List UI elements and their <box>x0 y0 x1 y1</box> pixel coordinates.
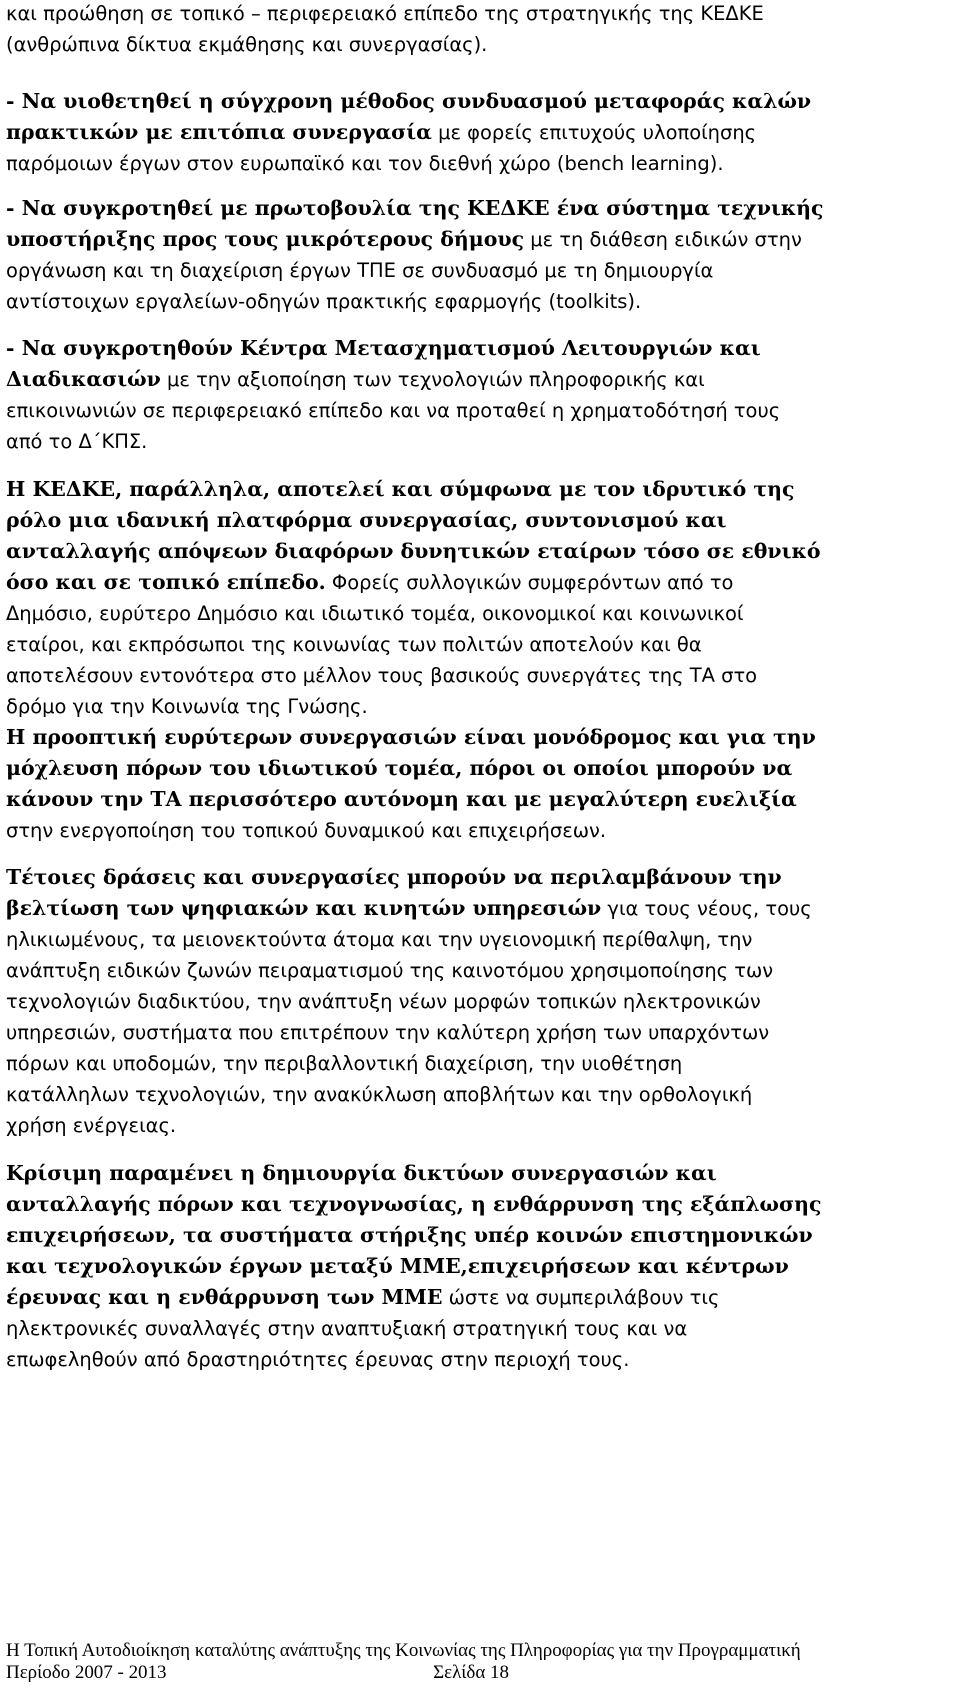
text-line <box>6 1017 952 1048</box>
body-text: αποτελέσουν εντονότερα στο μέλλον τους βασικούς συνεργάτες της ΤΑ στο <box>6 664 758 687</box>
text-line <box>6 1079 952 1110</box>
body-text: ηλεκτρονικές συναλλαγές στην αναπτυξιακή στρατηγική τους και να <box>6 1317 688 1340</box>
text-line <box>6 395 952 426</box>
text-line <box>6 598 952 629</box>
text-line <box>6 224 952 255</box>
text-line <box>6 364 952 395</box>
body-text: με φορείς επιτυχούς υλοποίησης <box>431 121 757 144</box>
bold-text: - Να συγκροτηθούν Κέντρα Μετασχηματισμού Λειτουργιών και <box>6 336 761 360</box>
body-text: κατάλληλων τεχνολογιών, την ανακύκλωση αποβλήτων και την ορθολογική <box>6 1083 753 1106</box>
bold-text: μόχλευση πόρων του ιδιωτικού τομέα, πόροι οι οποίοι μπορούν να <box>6 756 793 780</box>
text-line <box>6 753 952 784</box>
text-line <box>6 784 952 815</box>
text-line <box>6 1282 952 1313</box>
text-line <box>6 193 952 224</box>
bold-text: Διαδικασιών <box>6 367 161 391</box>
text-line <box>6 505 952 536</box>
text-line <box>6 986 952 1017</box>
bold-text: Κρίσιμη παραμένει η δημιουργία δικτύων συνεργασιών και <box>6 1161 717 1185</box>
body-text: τεχνολογιών διαδικτύου, την ανάπτυξη νέων μορφών τοπικών ηλεκτρονικών <box>6 990 761 1013</box>
footer-title: Η Τοπική Αυτοδιοίκηση καταλύτης ανάπτυξης της Κοινωνίας της Πληροφορίας για την Προγραμματική <box>6 1640 801 1661</box>
body-text: χρήση ενέργειας. <box>6 1114 177 1137</box>
text-line <box>6 148 952 179</box>
text-line <box>6 1251 952 1282</box>
text-line <box>6 567 952 598</box>
text-line <box>6 1344 952 1375</box>
text-line <box>6 117 952 148</box>
text-line <box>6 1189 952 1220</box>
text-line <box>6 255 952 286</box>
body-text: οργάνωση και τη διαχείριση έργων ΤΠΕ σε συνδυασμό με τη δημιουργία <box>6 259 714 282</box>
text-line <box>6 1158 952 1189</box>
bold-text: και τεχνολογικών έργων μεταξύ ΜΜΕ,επιχειρήσεων και κέντρων <box>6 1254 789 1278</box>
paragraph-4 <box>6 333 954 457</box>
body-text: από το Δ΄ΚΠΣ. <box>6 430 148 453</box>
bold-text: επιχειρήσεων, τα συστήματα στήριξης υπέρ κοινών επιστημονικών <box>6 1223 813 1247</box>
bold-text: Τέτοιες δράσεις και συνεργασίες μπορούν να περιλαμβάνουν την <box>6 865 782 889</box>
paragraph-7 <box>6 862 954 1141</box>
body-text: Φορείς συλλογικών συμφερόντων από το <box>325 571 734 594</box>
bold-text: Η ΚΕΔΚΕ, παράλληλα, αποτελεί και σύμφωνα με τον ιδρυτικό της <box>6 477 795 501</box>
body-text: υπηρεσιών, συστήματα που επιτρέπουν την καλύτερη χρήση των υπαρχόντων <box>6 1021 770 1044</box>
document-page <box>6 0 954 1689</box>
body-text: επικοινωνιών σε περιφερειακό επίπεδο και να προταθεί η χρηματοδότησή τους <box>6 399 781 422</box>
text-line <box>6 629 952 660</box>
body-text: με την αξιοποίηση των τεχνολογιών πληροφορικής και <box>160 368 705 391</box>
bold-text: ανταλλαγής πόρων και τεχνογνωσίας, η ενθάρρυνση της εξάπλωσης <box>6 1192 822 1216</box>
text-line <box>6 536 952 567</box>
footer-period-row <box>6 1662 952 1684</box>
text-line <box>6 1313 952 1344</box>
text-line <box>6 924 952 955</box>
body-text: ώστε να συμπεριλάβουν τις <box>442 1286 720 1309</box>
bold-text: υποστήριξης προς τους μικρότερους δήμους <box>6 227 525 251</box>
text-line <box>6 815 952 846</box>
text-line <box>6 0 952 29</box>
body-text: στην ενεργοποίηση του τοπικού δυναμικού και επιχειρήσεων. <box>6 819 607 842</box>
bold-text: ρόλο μια ιδανική πλατφόρμα συνεργασίας, συντονισμού και <box>6 508 727 532</box>
bold-text: - Να συγκροτηθεί με πρωτοβουλία της ΚΕΔΚΕ ένα σύστημα τεχνικής <box>6 196 824 220</box>
body-text: (ανθρώπινα δίκτυα εκμάθησης και συνεργασίας). <box>6 33 488 56</box>
paragraph-2 <box>6 86 954 179</box>
footer-period: Περίοδο 2007 - 2013 <box>6 1662 167 1683</box>
body-text: Δημόσιο, ευρύτερο Δημόσιο και ιδιωτικό τομέα, οικονομικοί και κοινωνικοί <box>6 602 744 625</box>
text-line <box>6 29 952 60</box>
body-text: δρόμο για την Κοινωνία της Γνώσης. <box>6 695 368 718</box>
text-line <box>6 474 952 505</box>
paragraph-8 <box>6 1158 954 1375</box>
text-line <box>6 722 952 753</box>
body-text: αντίστοιχων εργαλείων-οδηγών πρακτικής εφαρμογής (toolkits). <box>6 290 642 313</box>
body-text: πόρων και υποδομών, την περιβαλλοντική διαχείριση, την υιοθέτηση <box>6 1052 683 1075</box>
page-footer <box>6 1640 954 1684</box>
text-line <box>6 1220 952 1251</box>
paragraph-5 <box>6 474 954 722</box>
paragraph-1 <box>6 0 954 60</box>
body-text: επωφεληθούν από δραστηριότητες έρευνας στην περιοχή τους. <box>6 1348 630 1371</box>
paragraph-6 <box>6 722 954 846</box>
text-line <box>6 1110 952 1141</box>
body-text: εταίροι, και εκπρόσωποι της κοινωνίας των πολιτών αποτελούν και θα <box>6 633 702 656</box>
bold-text: Η προοπτική ευρύτερων συνεργασιών είναι μονόδρομος και για την <box>6 725 816 749</box>
bold-text: βελτίωση των ψηφιακών και κινητών υπηρεσιών <box>6 896 602 920</box>
text-line <box>6 893 952 924</box>
page-number: Σελίδα 18 <box>433 1662 509 1683</box>
body-text: με τη διάθεση ειδικών στην <box>524 228 802 251</box>
body-text: ηλικιωμένους, τα μειονεκτούντα άτομα και την υγειονομική περίθαλψη, την <box>6 928 753 951</box>
text-line <box>6 333 952 364</box>
body-text: παρόμοιων έργων στον ευρωπαϊκό και τον διεθνή χώρο (bench learning). <box>6 152 724 175</box>
bold-text: κάνουν την ΤΑ περισσότερο αυτόνομη και με μεγαλύτερη ευελιξία <box>6 787 797 811</box>
text-line <box>6 862 952 893</box>
body-text: και προώθηση σε τοπικό – περιφερειακό επίπεδο της στρατηγικής της ΚΕΔΚΕ <box>6 2 764 25</box>
bold-text: όσο και σε τοπικό επίπεδο. <box>6 570 326 594</box>
text-line <box>6 86 952 117</box>
text-line <box>6 955 952 986</box>
body-text: ανάπτυξη ειδικών ζωνών πειραματισμού της καινοτόμου χρησιμοποίησης των <box>6 959 774 982</box>
text-line <box>6 660 952 691</box>
body-text: για τους νέους, τους <box>601 897 812 920</box>
bold-text: έρευνας και η ενθάρρυνση των ΜΜΕ <box>6 1285 443 1309</box>
bold-text: πρακτικών με επιτόπια συνεργασία <box>6 120 432 144</box>
bold-text: - Να υιοθετηθεί η σύγχρονη μέθοδος συνδυασμού μεταφοράς καλών <box>6 89 812 113</box>
text-line <box>6 1048 952 1079</box>
bold-text: ανταλλαγής απόψεων διαφόρων δυνητικών εταίρων τόσο σε εθνικό <box>6 539 821 563</box>
text-line <box>6 286 952 317</box>
text-line <box>6 426 952 457</box>
text-line <box>6 691 952 722</box>
paragraph-3 <box>6 193 954 317</box>
